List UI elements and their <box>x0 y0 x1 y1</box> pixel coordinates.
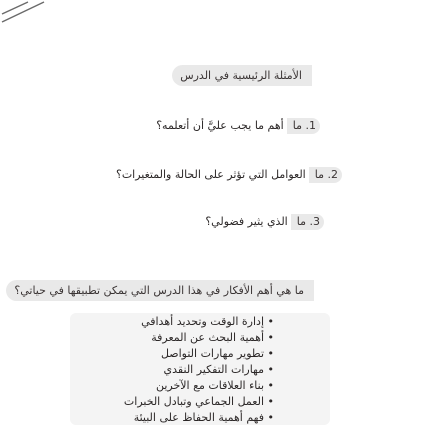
item-text: العوامل التي تؤثر على الحالة والمتغيرات؟ <box>115 168 306 181</box>
item-number: 3. ما <box>291 214 324 230</box>
answer-list-box <box>70 313 330 425</box>
bullet-item: • فهم أهمية الحفاظ على البيئة <box>133 411 274 424</box>
question-text: ما هي أهم الأفكار في هذا الدرس التي يمكن تطبيقها في حياتي؟ <box>6 280 314 301</box>
item-number: 1. ما <box>287 118 320 134</box>
bullet-item: • مهارات التفكير النقدي <box>163 363 274 376</box>
item-number: 2. ما <box>309 167 342 183</box>
question-header-1 <box>180 58 314 92</box>
bullet-item: • إدارة الوقت وتحديد أهدافي <box>141 315 274 328</box>
bullet-item: • تطوير مهارات التواصل <box>160 347 274 360</box>
item-text: الذي يثير فضولي؟ <box>205 215 288 228</box>
bullet-item: • العمل الجماعي وتبادل الخبرات <box>123 395 274 408</box>
bullet-item: • بناء العلاقات مع الآخرين <box>155 379 274 392</box>
question-item-2 <box>116 167 342 183</box>
bullet-item: • أهمية البحث عن المعرفة <box>151 331 274 344</box>
question-header-2 <box>14 273 316 307</box>
item-text: أهم ما يجب عليَّ أن أتعلمه؟ <box>156 119 284 132</box>
question-text: الأمثلة الرئيسية في الدرس <box>172 65 312 86</box>
question-item-1 <box>156 118 320 134</box>
corner-decoration <box>0 0 64 40</box>
question-item-3 <box>205 214 324 230</box>
